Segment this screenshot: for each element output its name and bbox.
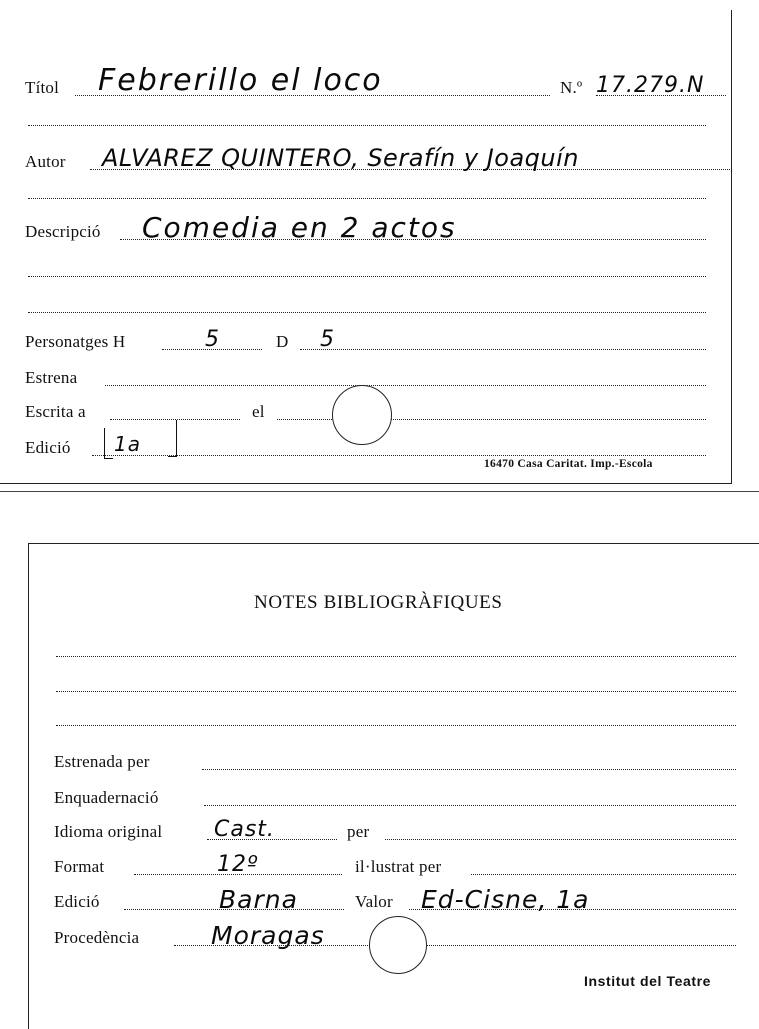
edicio-label: Edició — [25, 438, 71, 457]
catalog-card-bottom — [28, 543, 759, 1029]
idioma-row — [29, 814, 749, 844]
autor-row — [0, 144, 731, 174]
estrenada-row — [29, 744, 749, 774]
descripcio-blank-line-2 — [28, 312, 706, 313]
estrenada-line — [202, 769, 736, 770]
per-label: per — [347, 822, 370, 841]
numero-label: N.º — [560, 78, 583, 97]
autor-blank-line — [28, 198, 706, 199]
valor-label: Valor — [355, 892, 393, 911]
edicio-bracket-right — [168, 420, 177, 457]
descripcio-row — [0, 211, 731, 244]
descripcio-blank-line-1 — [28, 276, 706, 277]
institut-imprint: Institut del Teatre — [584, 973, 712, 989]
notes-blank-line-1 — [56, 656, 736, 657]
edicio-value-bottom: Barna — [219, 885, 298, 914]
personatges-d-value: 5 — [320, 327, 335, 352]
procedencia-value: Moragas — [211, 921, 325, 950]
edicio-line — [92, 455, 706, 456]
descripcio-value: Comedia en 2 actos — [142, 211, 457, 244]
illustrat-label: il·lustrat per — [355, 857, 442, 876]
per-line — [385, 839, 736, 840]
autor-value: ALVAREZ QUINTERO, Serafín y Joaquín — [102, 144, 579, 172]
notes-blank-line-3 — [56, 725, 736, 726]
procedencia-label: Procedència — [54, 928, 140, 947]
titol-value: Febrerillo el loco — [98, 63, 383, 98]
el-label: el — [252, 402, 265, 421]
numero-value: 17.279.N — [596, 73, 705, 98]
edicio-label-bottom: Edició — [54, 892, 100, 911]
titol-row — [0, 63, 731, 100]
descripcio-label: Descripció — [25, 222, 101, 241]
card-separator — [0, 491, 759, 492]
autor-label: Autor — [25, 152, 66, 171]
idioma-value: Cast. — [214, 817, 275, 842]
edicio-valor-row — [29, 884, 749, 914]
enquadernacio-line — [204, 805, 736, 806]
titol-blank-line — [28, 125, 706, 126]
idioma-label: Idioma original — [54, 822, 163, 841]
personatges-d-line — [300, 349, 706, 350]
edicio-value: 1a — [114, 432, 141, 456]
titol-label: Títol — [25, 78, 60, 97]
personatges-d-label: D — [276, 332, 289, 351]
notes-blank-line-2 — [56, 691, 736, 692]
personatges-label: Personatges H — [25, 332, 126, 351]
edicio-bracket-left — [104, 428, 113, 459]
stamp-hole-top — [332, 385, 392, 445]
printer-imprint: 16470 Casa Caritat. Imp.-Escola — [484, 458, 653, 470]
estrena-label: Estrena — [25, 368, 78, 387]
stamp-hole-bottom — [369, 916, 427, 974]
personatges-row — [0, 324, 731, 354]
escrita-label: Escrita a — [25, 402, 86, 421]
valor-value: Ed-Cisne, 1a — [421, 885, 590, 914]
catalog-card-top — [0, 10, 732, 484]
enquadernacio-label: Enquadernació — [54, 788, 159, 807]
format-value: 12º — [217, 852, 259, 877]
format-label: Format — [54, 857, 105, 876]
personatges-h-value: 5 — [205, 327, 220, 352]
estrenada-label: Estrenada per — [54, 752, 150, 771]
notes-heading: NOTES BIBLIOGRÀFIQUES — [254, 592, 503, 613]
enquadernacio-row — [29, 780, 749, 810]
format-row — [29, 849, 749, 879]
illustrat-line — [471, 874, 736, 875]
estrena-line — [105, 385, 706, 386]
